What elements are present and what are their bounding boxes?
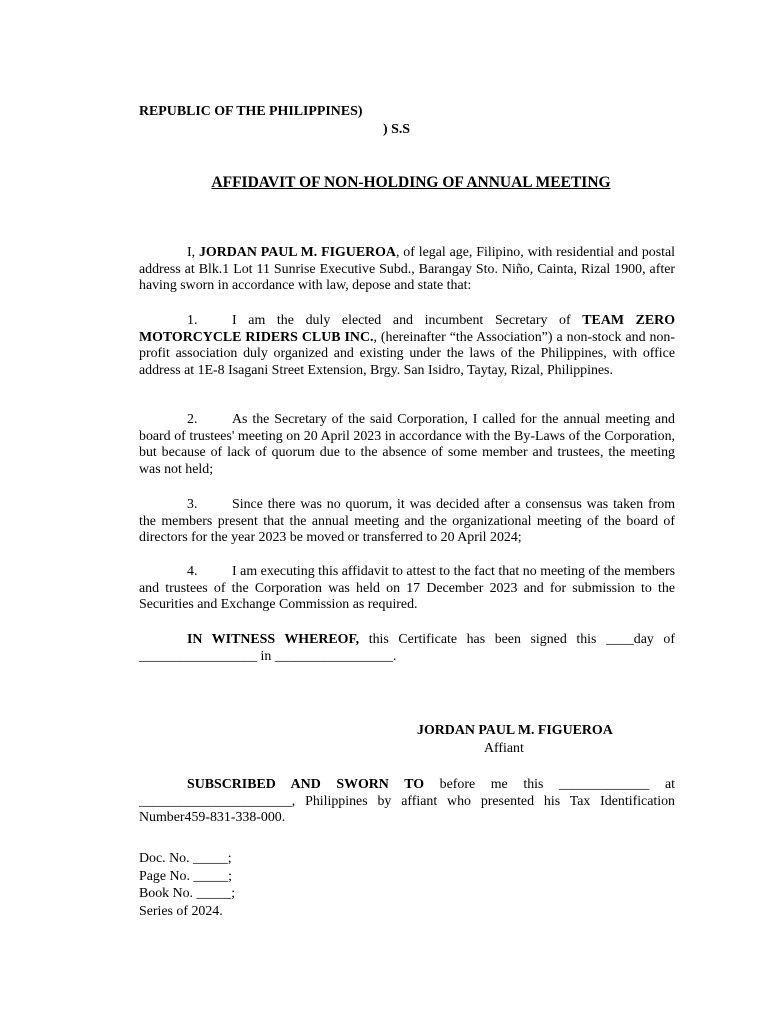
statement-item-4	[139, 564, 675, 614]
affiant-name-inline: JORDAN PAUL M. FIGUEROA	[198, 245, 396, 260]
item-text-cont: , (hereinafter “the Association”) a non-stock and non-profit association duly organized and existing under the laws of the Philippines, with office address at 1E-8 Isagani Street Extension, Brgy. San Isidro, Taytay, Rizal, Philippines.	[139, 329, 675, 378]
statement-item-1	[139, 313, 675, 379]
jurat-text: before me this _____________ at ______________________, Philippines by affiant who presented his Tax Identification Number459-831-338-000.	[139, 777, 675, 826]
document-title: AFFIDAVIT OF NON-HOLDING OF ANNUAL MEETING	[211, 174, 611, 191]
item-text: Since there was no quorum, it was decided after a consensus was taken from the members present that the annual meeting and the organizational meeting of the board of directors for the year 2023 be moved or transferred to 20 April 2024;	[139, 497, 675, 546]
witness-text: this Certificate has been signed this ____day of _________________ in _________________.	[139, 632, 675, 664]
item-number: 3.	[187, 497, 198, 512]
jurat-paragraph	[139, 777, 675, 827]
witness-lead: IN WITNESS WHEREOF,	[187, 632, 360, 647]
jurat-lead: SUBSCRIBED AND SWORN TO	[187, 777, 425, 792]
witness-clause	[139, 632, 675, 665]
statement-item-3	[139, 497, 675, 547]
item-text: I am the duly elected and incumbent Secretary of	[232, 313, 583, 328]
item-number: 2.	[187, 412, 198, 427]
intro-paragraph	[139, 245, 675, 295]
intro-lead: I,	[187, 245, 199, 260]
signature-role: Affiant	[484, 741, 524, 756]
series-year: Series of 2024.	[139, 903, 223, 919]
statement-item-2	[139, 412, 675, 478]
venue-caption-republic: REPUBLIC OF THE PHILIPPINES)	[139, 104, 363, 119]
affidavit-page	[139, 0, 675, 1024]
book-number: Book No. _____;	[139, 886, 236, 902]
intro-text: , of legal age, Filipino, with residential and postal address at Blk.1 Lot 11 Sunrise Executive Subd., Barangay Sto. Niño, Cainta, Rizal 1900, after having sworn in accordance with law, depose and state that:	[139, 245, 676, 294]
item-text: I am executing this affidavit to attest to the fact that no meeting of the members and trustees of the Corporation was held on 17 December 2023 and for submission to the Securities and Exchange Commission as required.	[139, 564, 675, 613]
venue-caption-ss: ) S.S	[383, 122, 411, 137]
item-text: As the Secretary of the said Corporation, I called for the annual meeting and board of trustees' meeting on 20 April 2023 in accordance with the By-Laws of the Corporation, but because of lack of quorum due to the absence of some member and trustees, the meeting was not held;	[139, 412, 675, 477]
item-number: 4.	[187, 564, 198, 579]
doc-number: Doc. No. _____;	[139, 851, 232, 866]
page-number: Page No. _____;	[139, 868, 232, 884]
notarial-register	[139, 850, 675, 920]
item-number: 1.	[187, 313, 198, 328]
association-name: TEAM ZERO MOTORCYCLE RIDERS CLUB INC.	[139, 313, 676, 345]
signature-name: JORDAN PAUL M. FIGUEROA	[417, 723, 613, 738]
